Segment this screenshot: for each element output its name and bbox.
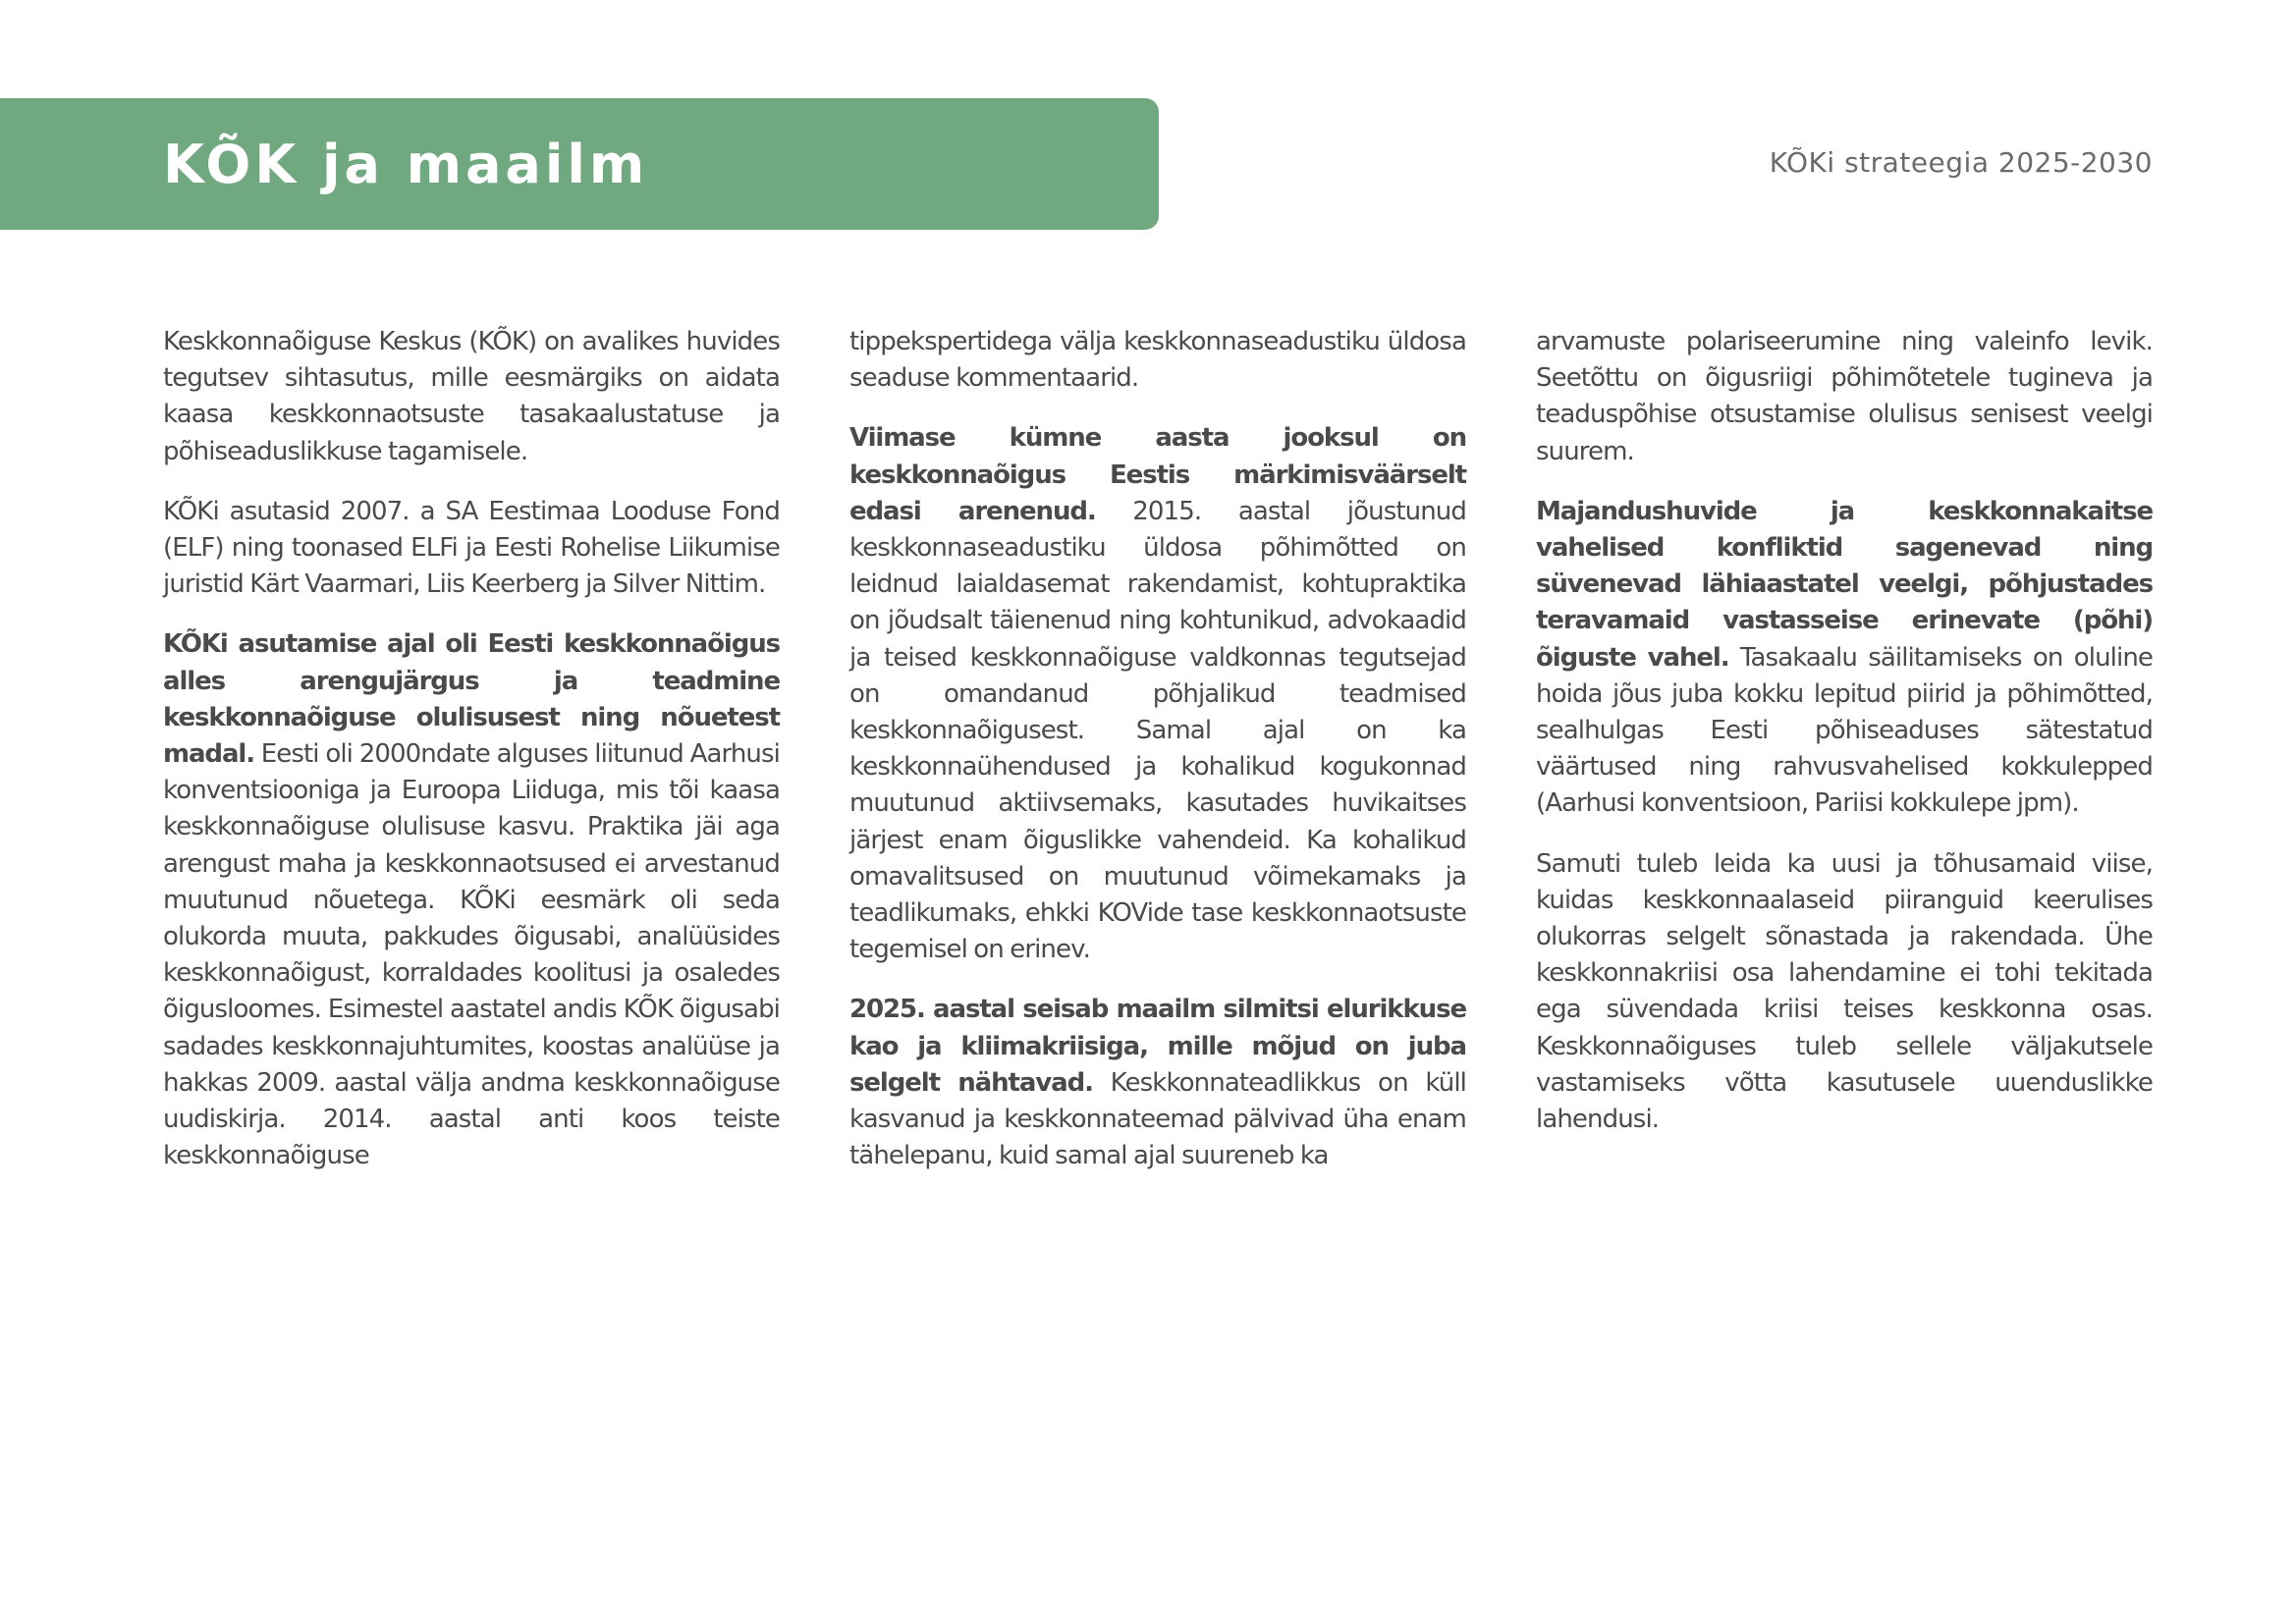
text-columns [163, 324, 2153, 1198]
paragraph [1536, 494, 2153, 823]
column-3 [1536, 324, 2153, 1198]
paragraph [1536, 324, 2153, 470]
paragraph [163, 626, 780, 1174]
paragraph-lead: 2025. aastal seisab maailm silmitsi elurikkuse kao ja kliimakriisiga, mille mõjud on juba selgelt nähtavad. [849, 995, 1466, 1098]
paragraph [163, 494, 780, 604]
paragraph-text: Eesti oli 2000ndate alguses liitunud Aarhusi konventsiooniga ja Euroopa Liiduga, mis tõi kaasa keskkonnaõiguse olulisuse kasvu. Praktika jäi aga arengust maha ja keskkonnaotsused ei arvestanud muutunud nõuetega. KÕKi eesmärk oli seda olukorda muuta, pakkudes õigusabi, analüüsides keskkonnaõigust, korraldades koolitusi ja osaledes õigusloomes. Esimestel aastatel andis KÕK õigusabi sadades keskkonnajuhtumites, koostas analüüse ja hakkas 2009. aastal välja andma keskkonnaõiguse uudiskirja. 2014. aastal anti koos teiste keskkonnaõiguse [163, 739, 780, 1171]
title-banner [0, 98, 1159, 230]
paragraph [163, 324, 780, 470]
paragraph [849, 420, 1466, 968]
paragraph [849, 324, 1466, 397]
paragraph-text: Tasakaalu säilitamiseks on oluline hoida jõus juba kokku lepitud piirid ja põhimõtted, sealhulgas Eesti põhiseaduses sätestatud väärtused ning rahvusvahelised kokkulepped (Aarhusi konventsioon, Pariisi kokkulepe jpm). [1536, 642, 2154, 819]
paragraph-text: Keskkonnaõiguse Keskus (KÕK) on avalikes huvides tegutsev sihtasutus, mille eesmärgiks on aidata kaasa keskkonnaotsuste tasakaalustatuse ja põhiseaduslikkuse tagamisele. [163, 327, 780, 466]
column-2 [849, 324, 1466, 1198]
paragraph-text: Samuti tuleb leida ka uusi ja tõhusamaid viise, kuidas keskkonnaalaseid piiranguid keerulises olukorras selgelt sõnastada ja rakendada. Ühe keskkonnakriisi osa lahendamine ei tohi tekitada ega süvendada kriisi teises keskkonna osas. Keskkonnaõiguses tuleb sellele väljakutsele vastamiseks võtta kasutusele uuenduslikke lahendusi. [1536, 848, 2153, 1135]
column-1 [163, 324, 780, 1198]
paragraph [849, 992, 1466, 1174]
paragraph [1536, 846, 2153, 1139]
paragraph-text: Keskkonnateadlikkus on küll kasvanud ja keskkonnateemad pälvivad üha enam tähelepanu, kuid samal ajal suureneb ka [849, 1067, 1467, 1171]
paragraph-text: KÕKi asutasid 2007. a SA Eestimaa Looduse Fond (ELF) ning toonased ELFi ja Eesti Rohelise Liikumise juristid Kärt Vaarmari, Liis Keerberg ja Silver Nittim. [163, 496, 780, 600]
page-title: KÕK ja maailm [163, 134, 649, 195]
paragraph-text: arvamuste polariseerumine ning valeinfo levik. Seetõttu on õigusriigi põhimõtetele tugineva ja teaduspõhise otsustamise olulisus senisest veelgi suurem. [1536, 327, 2153, 466]
paragraph-lead: Majandushuvide ja keskkonnakaitse vahelised konfliktid sagenevad ning süvenevad lähiaastatel veelgi, põhjustades teravamaid vastasseise erinevate (põhi) õiguste vahel. [1536, 496, 2153, 673]
paragraph-lead: KÕKi asutamise ajal oli Eesti keskkonnaõigus alles arengujärgus ja teadmine keskkonnaõiguse olulisusest ning nõuetest madal. [163, 629, 780, 770]
running-header: KÕKi strateegia 2025-2030 [1769, 146, 2153, 179]
paragraph-lead: Viimase kümne aasta jooksul on keskkonnaõigus Eestis märkimisväärselt edasi arenenud. [849, 423, 1466, 526]
paragraph-text: 2015. aastal jõustunud keskkonnaseadustiku üldosa põhimõtted on leidnud laialdasemat rakendamist, kohtupraktika on jõudsalt täienenud ning kohtunikud, advokaadid ja teised keskkonnaõiguse valdkonnas tegutsejad on omandanud põhjalikud teadmised keskkonnaõigusest. Samal ajal on ka keskkonnaühendused ja kohalikud kogukonnad muutunud aktiivsemaks, kasutades huvikaitses järjest enam õiguslikke vahendeid. Ka kohalikud omavalitsused on muutunud võimekamaks ja teadlikumaks, ehkki KOVide tase keskkonnaotsuste tegemisel on erinev. [849, 496, 1466, 965]
paragraph-text: tippekspertidega välja keskkonnaseadustiku üldosa seaduse kommentaarid. [849, 327, 1466, 394]
